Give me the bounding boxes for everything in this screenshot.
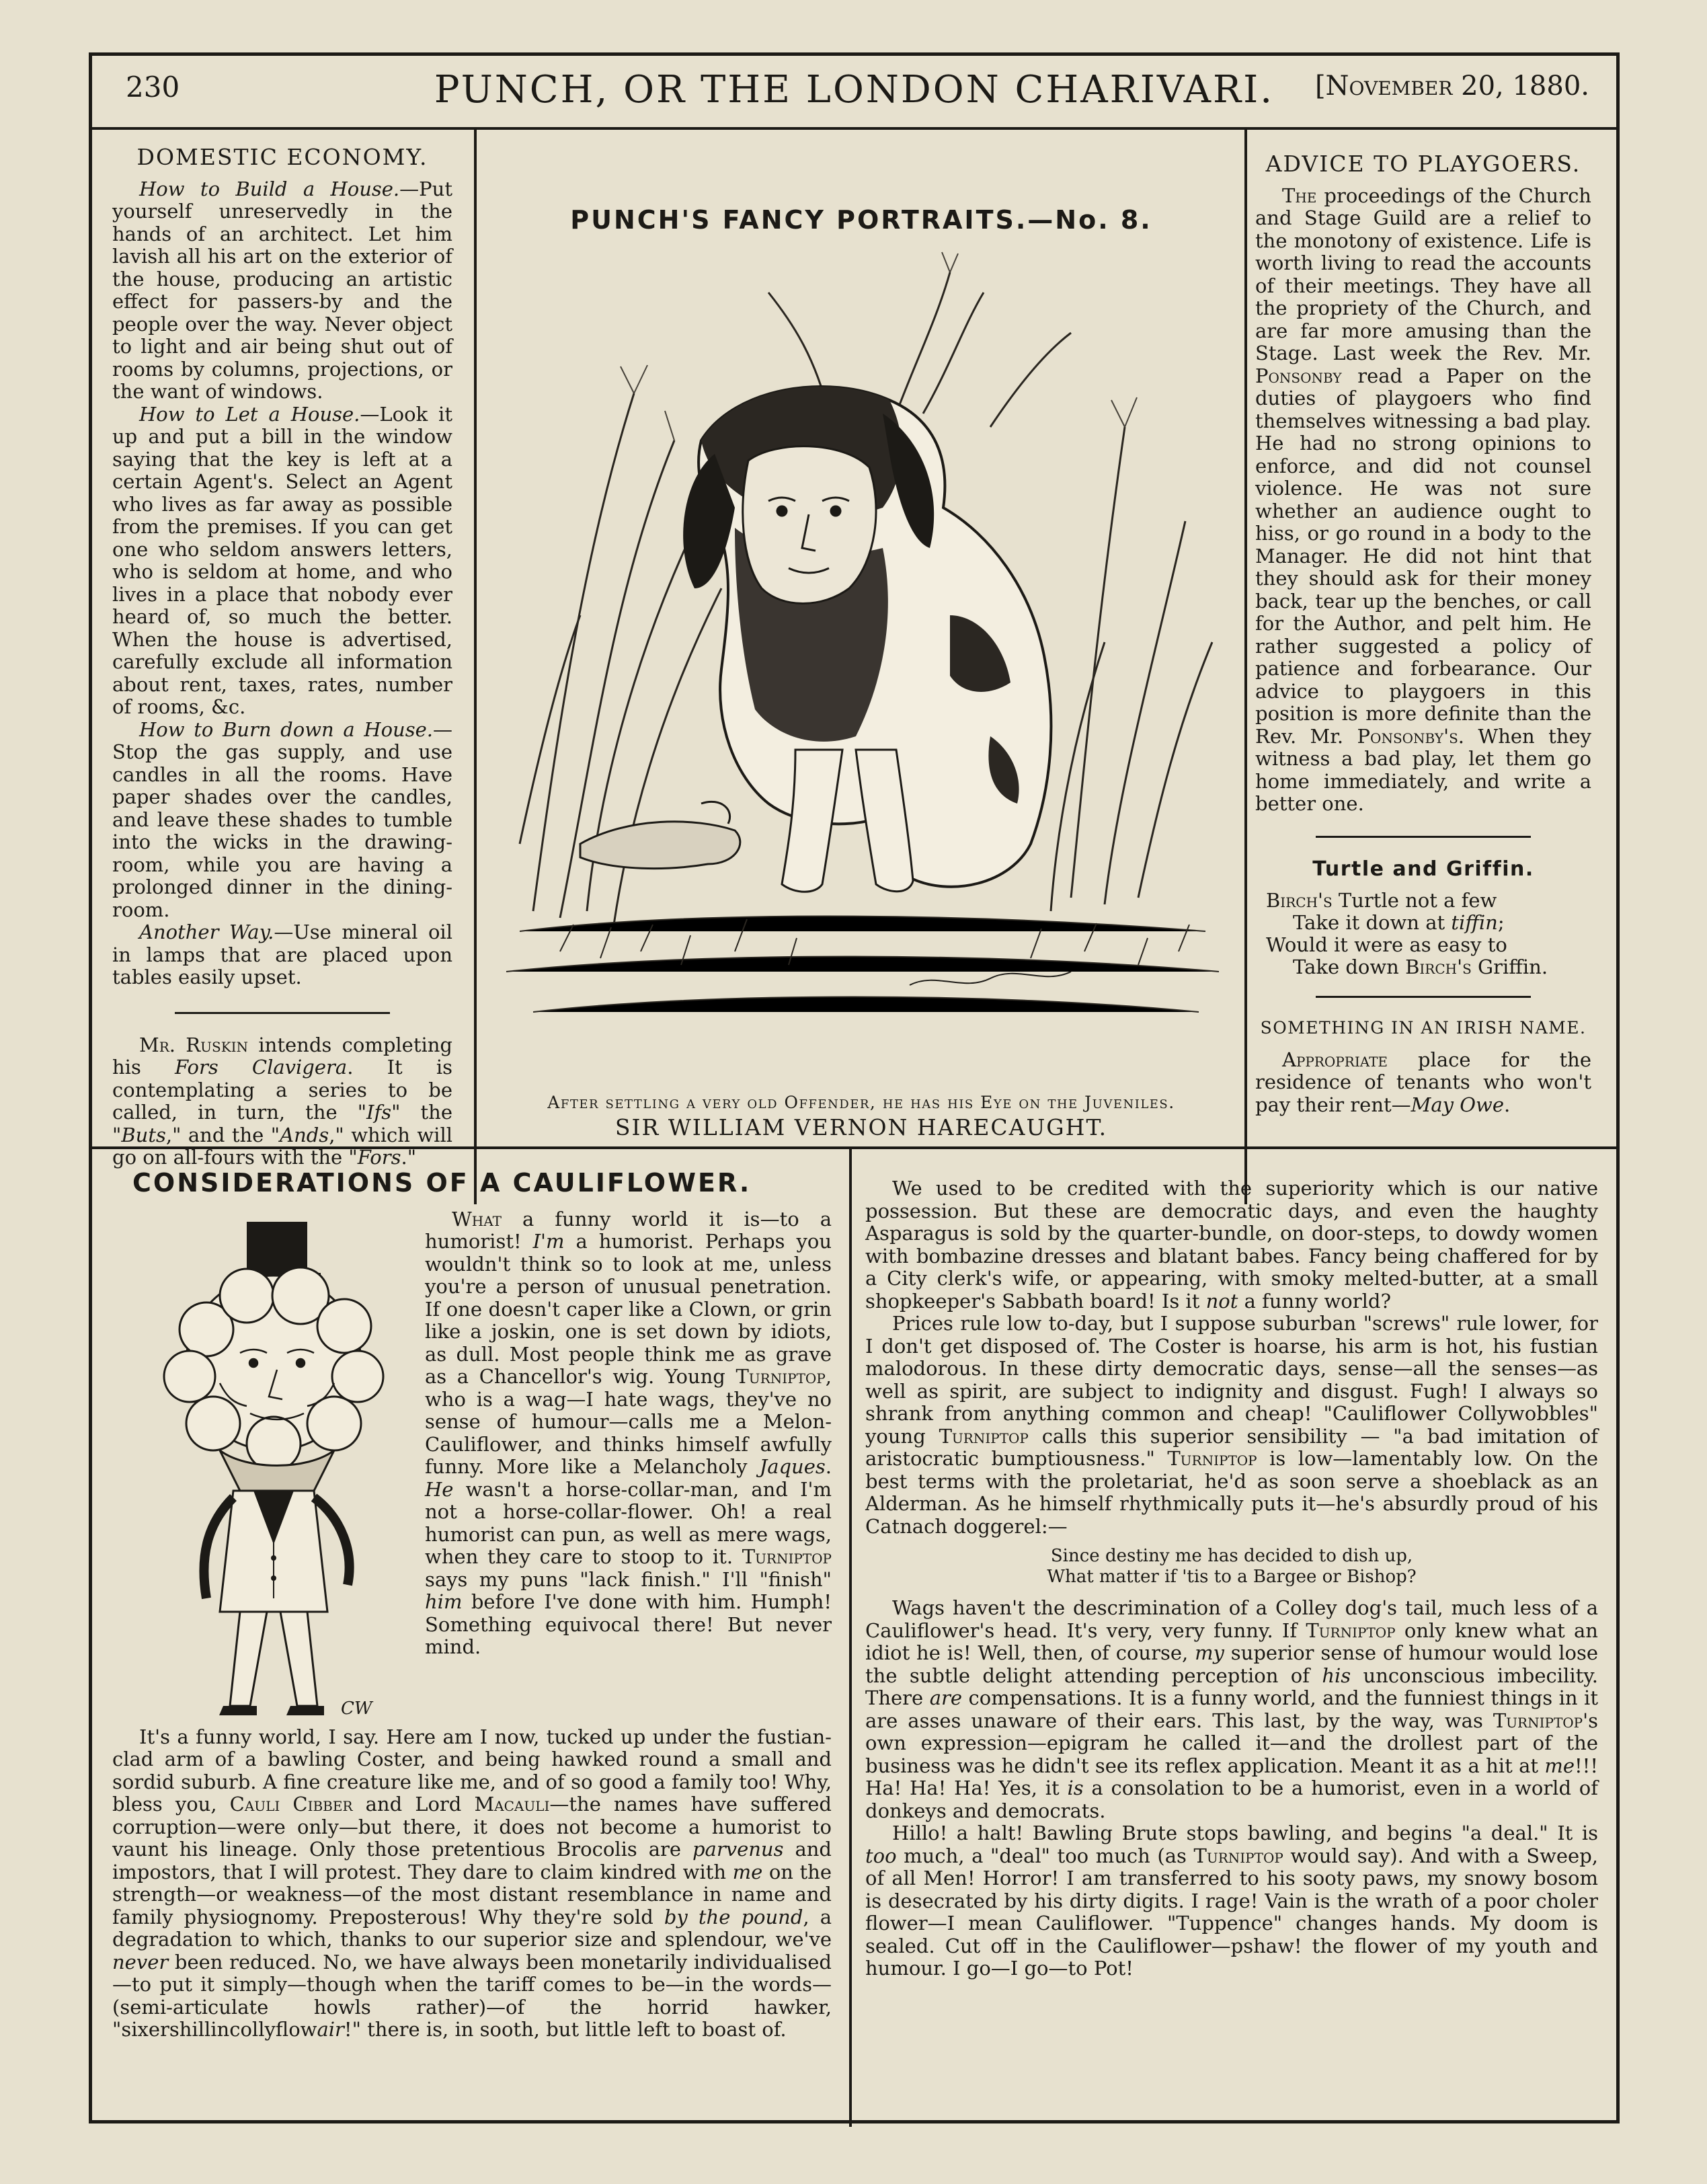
- column-rule-left: [474, 128, 477, 1204]
- text-run: before I've done with him. Humph! Something equivocal there! But never mind.: [425, 1590, 832, 1658]
- text-run: He: [425, 1477, 454, 1501]
- cartoon-panel: [479, 131, 1243, 1144]
- turtle-verse: Birch's Turtle not a few Take it down at tiffin; Would it were as easy to Take down Birch's Griffin.: [1266, 889, 1548, 978]
- text-run: Prices rule low to-day, but I suppose suburban "screws" rule lower, for I don't get disposed of. The Coster is hoarse, his arm is hot, his fustian malodorous. In these dirty democratic days, sense—all the senses—as well as spirit, are subject to indignity and disgust. Fugh! I always so shrank from anything common and cheap! "Cauliflower Collywobbles" young: [865, 1312, 1598, 1448]
- paragraph: How to Build a House.—Put yourself unreservedly in the hands of an architect. Let him lavish all his art on the exterior of the house, producing an artistic effect for passers-by and the people over the way. Never object to light and air being shut out of rooms by columns, projections, or the want of windows.: [112, 177, 452, 403]
- text-run: is low—lamentably low. On the best terms with the proletariat, he'd as soon serve a shoeblack as an Alderman. As he himself rhythmically puts it—he's absurdly proud of his Catnach doggerel:—: [865, 1447, 1598, 1538]
- artist-signature: CW: [341, 1698, 372, 1719]
- text-run: compensations. It is a funny world, and the funniest things in it are asses unaware of their ears. This last, by the way, was: [865, 1686, 1598, 1732]
- text-run: , who is a wag—I hate wags, they've no sense of humour—calls me a Melon-Cauliflower, and thinks himself awfully funny. More like a Melancholy: [425, 1365, 832, 1478]
- advice-paragraph: The proceedings of the Church and Stage Guild are a relief to the monotony of existence. Life is worth living to read the accounts of their meetings. They have all the propriety of the Church, and are far more amusing than the Stage. Last week the Rev. Mr. Ponsonby read a Paper on the duties of playgoers who find themselves witnessing a bad play. He had no strong opinions to enforce, and did not counsel violence. He was not sure whether an audience ought to hiss, or go round in a body to the Manager. He did not hint that they should ask for their money back, tear up the benches, or call for the Author, and pelt him. He rather suggested a policy of patience and forbearance. Our advice to playgoers in this position is more definite than the Rev. Mr. Ponsonby's. When they witness a bad play, let them go home immediately, and write a better one.: [1255, 184, 1591, 815]
- text-run: air: [317, 2018, 344, 2041]
- text-run: !" there is, in sooth, but little left to boast of.: [344, 2018, 787, 2041]
- ruskin-paragraph: Mr. Ruskin intends completing his Fors Clavigera. It is contemplating a series to be called, in turn, the "Ifs" the "Buts," and the "Ands," which will go on all-fours with the "Fors.": [112, 1033, 453, 1169]
- page-frame: [89, 52, 1620, 2123]
- text-run: my: [1195, 1641, 1224, 1664]
- text-run: much, a "deal" too much (as: [896, 1844, 1194, 1867]
- text-run: are: [929, 1686, 963, 1709]
- cartoon-title: PUNCH'S FANCY PORTRAITS.—No. 8.: [570, 205, 1152, 235]
- text-run: , a degradation to which, thanks to our superior size and splendour, we've: [112, 1905, 832, 1951]
- text-run: I'm: [532, 1230, 565, 1253]
- column-rule-lower: [849, 1148, 852, 2127]
- cauliflower-man-drawing: [112, 1208, 418, 1726]
- text-run: Cauli Cibber: [229, 1793, 353, 1816]
- text-run: me: [732, 1860, 763, 1883]
- text-run: a consolation to be a humorist, even in a world of donkeys and democrats.: [865, 1777, 1598, 1822]
- text-run: We used to be credited with the superiority which is our native possession. But these are democratic days, and even the haughty Asparagus is sold by the quarter-bundle, on door-steps, to dowdy women with bombazine dresses and blatant babes. Fancy being chaffered for by a City clerk's wife, or appearing, with smoky melted-butter, at a small shopkeeper's Sabbath board! Is it: [865, 1177, 1598, 1313]
- text-run: wasn't a horse-collar-man, and I'm not a horse-collar-flower. Oh! a real humorist can pun, as well as mere wags, when they care to stoop to it.: [425, 1477, 832, 1568]
- text-run: parvenus: [692, 1838, 784, 1861]
- text-run: Turniptop: [1167, 1447, 1257, 1470]
- text-run: me: [1544, 1754, 1575, 1777]
- cauliflower-column-right: [865, 1177, 1598, 1980]
- text-run: too: [865, 1844, 897, 1867]
- masthead-rule: [92, 127, 1616, 130]
- domestic-economy-heading: DOMESTIC ECONOMY.: [136, 144, 428, 170]
- item-divider: [175, 1012, 390, 1014]
- irish-heading: SOMETHING IN AN IRISH NAME.: [1260, 1018, 1587, 1038]
- cauliflower-paragraph: [865, 1597, 1598, 1822]
- text-run: a humorist. Perhaps you wouldn't think so to look at me, unless you're a person of unusual penetration. If one doesn't caper like a Clown, or grin like a joskin, one is set down by idiots, as dull. Most people think me as grave as a Chancellor's wig. Young: [425, 1230, 832, 1388]
- cartoon-subcaption: After settling a very old Offender, he has his Eye on the Juveniles.: [547, 1093, 1175, 1112]
- text-run: a funny world?: [1238, 1289, 1392, 1313]
- text-run: Turniptop: [1493, 1709, 1583, 1732]
- domestic-economy-column: [112, 146, 452, 1169]
- text-run: Wags haven't the descrimination of a Colley dog's tail, much less of a Cauliflower's head. It's very, very funny. If: [865, 1596, 1598, 1642]
- text-run: What: [452, 1207, 502, 1231]
- text-run: Turniptop: [1306, 1618, 1396, 1642]
- paragraph: Another Way.—Use mineral oil in lamps that are placed upon tables easily upset.: [112, 921, 452, 988]
- text-run: never: [112, 1950, 169, 1974]
- text-run: Turniptop: [736, 1365, 826, 1388]
- text-run: calls this superior sensibility — "a bad imitation of aristocratic bumptiousness.": [865, 1424, 1598, 1470]
- cauliflower-paragraph: [112, 1726, 832, 2041]
- page-number: 230: [126, 71, 180, 104]
- text-run: a funny world it is—to a humorist!: [425, 1207, 832, 1253]
- text-run: by the pound: [664, 1905, 803, 1928]
- text-run: and impostors, that I will protest. They dare to claim kindred with: [112, 1838, 832, 1883]
- text-run: Turniptop: [742, 1545, 832, 1568]
- cauliflower-paragraph: [865, 1313, 1598, 1538]
- text-run: not: [1205, 1289, 1238, 1313]
- text-run: and Lord: [352, 1793, 475, 1816]
- text-run: It's a funny world, I say. Here am I now, tucked up under the fustian-clad arm of a bawling Coster, and being hawked round a small and sordid suburb. A fine creature like me, and of so good a family too! Why, bless you,: [112, 1725, 832, 1816]
- text-run: says my puns "lack finish." I'll "finish": [425, 1567, 832, 1591]
- paragraph: How to Let a House.—Look it up and put a bill in the window saying that the key is left at a certain Agent's. Select an Agent who lives as far away as possible from the premises. If you can get one who seldom answers letters, who is seldom at home, and who lives in a place that nobody ever heard of, so much the better. When the house is advertised, carefully exclude all information about rent, taxes, rates, number of rooms, &c.: [112, 402, 452, 718]
- masthead: [92, 56, 1616, 130]
- cauliflower-paragraph: [865, 1177, 1598, 1313]
- advice-heading: ADVICE TO PLAYGOERS.: [1265, 151, 1581, 177]
- column-rule-right: [1244, 128, 1247, 1204]
- text-run: only knew what an idiot he is! Well, then, of course,: [865, 1618, 1598, 1664]
- text-run: on the strength—or weakness—of the most distant resemblance in name and family physiognomy. Preposterous! Why they're sold: [112, 1860, 832, 1928]
- irish-paragraph: Appropriate place for the residence of tenants who won't pay their rent—May Owe.: [1255, 1048, 1591, 1116]
- text-run: his: [1322, 1664, 1351, 1687]
- issue-date: [November 20, 1880.: [1314, 71, 1589, 102]
- text-run: is: [1067, 1777, 1084, 1799]
- text-run: Turniptop: [1193, 1844, 1283, 1867]
- item-divider: [1316, 996, 1531, 998]
- text-run: —the names have suffered corruption—were only—but there, it does not become a humorist to vaunt his lineage. Only those pretentious Brocolis are: [112, 1793, 832, 1861]
- text-run: Jaques: [759, 1455, 826, 1478]
- text-run: superior sense of humour would lose the subtle delight attending perception of: [865, 1641, 1598, 1687]
- text-run: him: [425, 1590, 463, 1613]
- text-run: Macauli: [474, 1793, 550, 1816]
- cartoon-illustration: [479, 239, 1243, 1113]
- text-run: Hillo! a halt! Bawling Brute stops bawling, and begins "a deal." It is: [892, 1822, 1598, 1844]
- cauliflower-heading: CONSIDERATIONS OF A CAULIFLOWER.: [132, 1168, 752, 1198]
- text-run: would say). And with a Sweep, of all Men! Horror! I am transferred to his sooty paws, my snowy bosom is desecrated by his dirty digits. I rage! Vain is the wrath of a poor choler flower—I mean Cauliflower. "Tuppence" changes hands. My doom is sealed. Cut off in the Cauliflower—pshaw! the flower of my youth and humour. I go—I go—to Pot!: [865, 1844, 1598, 1980]
- text-run: been reduced. No, we have always been monetarily individualised—to put it simply—though when the tariff comes to be—in the words—(semi-articulate howls rather)—of the horrid hawker, "sixershillincollyflow: [112, 1950, 832, 2041]
- turniptop-doggerel: Since destiny me has decided to dish up, What matter if 'tis to a Bargee or Bishop?: [1047, 1546, 1417, 1587]
- cauliflower-column-left: [112, 1168, 832, 2041]
- cauliflower-illustration: [112, 1208, 418, 1726]
- paragraph: How to Burn down a House.—Stop the gas supply, and use candles in all the rooms. Have paper shades over the candles, and leave these shades to tumble into the wicks in the drawing-room, while you are having a prolonged dinner in the dining-room.: [112, 717, 452, 921]
- text-run: Turniptop: [939, 1424, 1029, 1448]
- text-run: .: [825, 1455, 832, 1478]
- advice-column: [1255, 146, 1591, 1116]
- item-divider: [1316, 836, 1531, 838]
- journal-title: PUNCH, OR THE LONDON CHARIVARI.: [434, 68, 1275, 112]
- cartoon-caption: SIR WILLIAM VERNON HARECAUGHT.: [614, 1114, 1108, 1140]
- text-run: 's own expression—epigram he called it—and the drollest part of the business was he didn't see its reflex application. Meant it as a hit at: [865, 1709, 1598, 1777]
- text-run: unconscious imbecility. There: [865, 1664, 1598, 1709]
- cauliflower-paragraph: [865, 1822, 1598, 1980]
- turtle-heading: Turtle and Griffin.: [1312, 857, 1534, 881]
- text-run: !!! Ha! Ha! Ha! Yes, it: [865, 1754, 1598, 1799]
